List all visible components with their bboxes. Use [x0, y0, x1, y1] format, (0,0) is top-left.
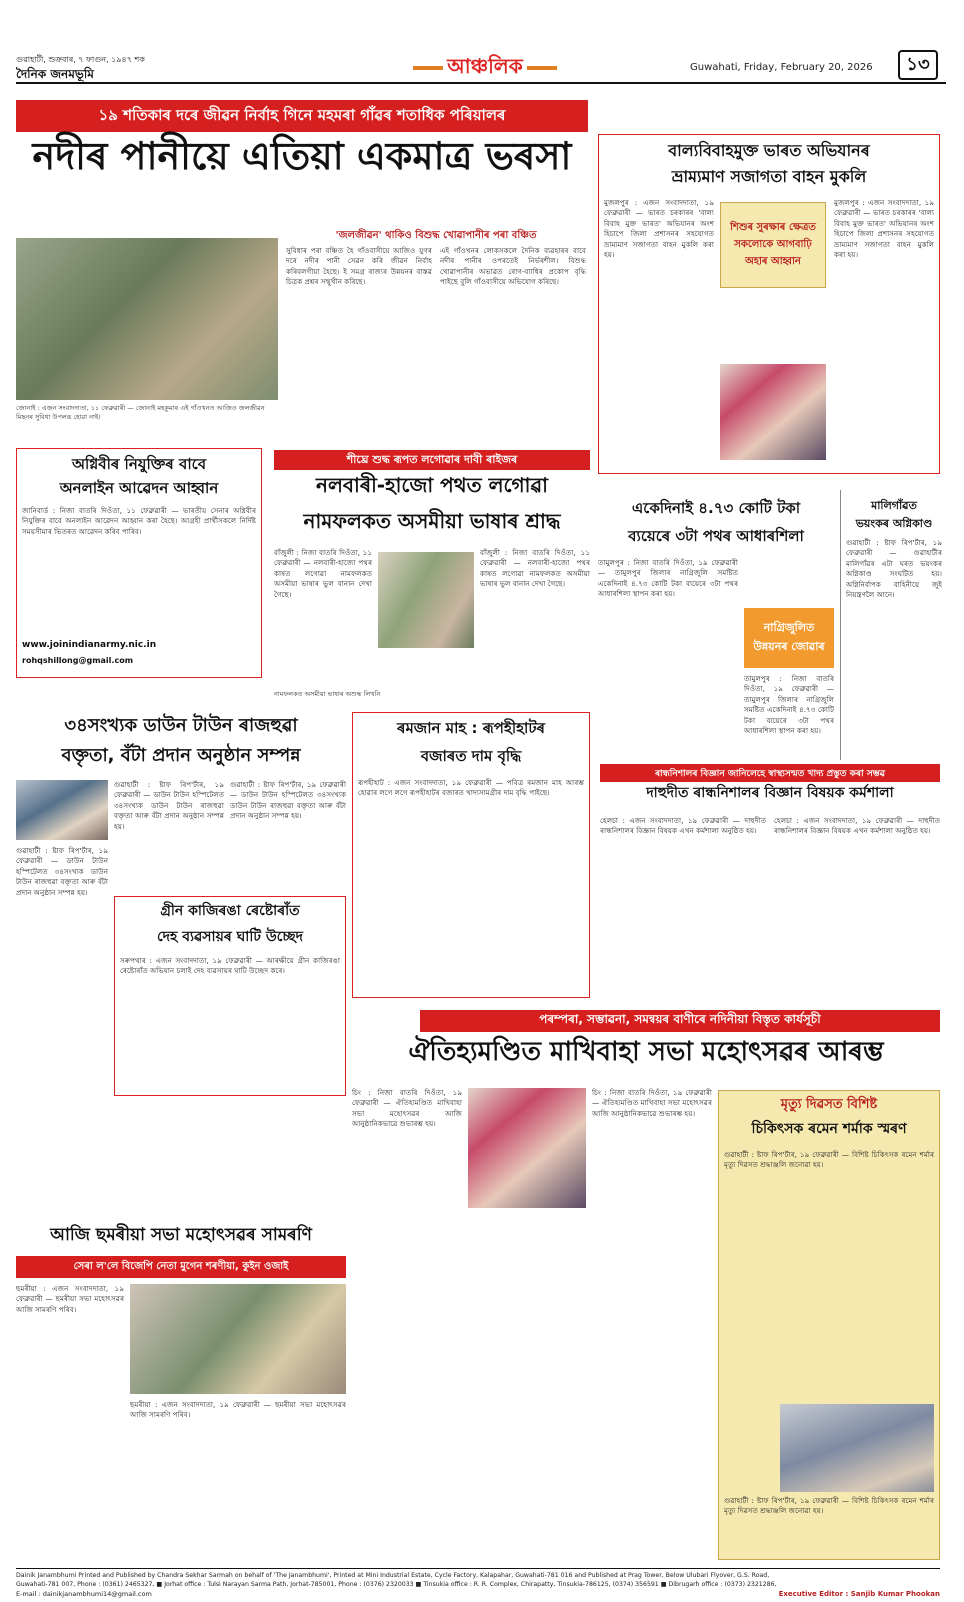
signboard-body-right: বাঁজুলী : নিজা বাতৰি দিওঁতা, ১১ ফেব্ৰুৱাৰী — নলবাৰী-হাজো পথৰ কাষত লগোৱা নামফলকত অসমীয়া ভাষাৰ ভুল বানান দেখা গৈছে।: [480, 548, 590, 589]
child-marriage-sidebar-text: শিশুৰ সুৰক্ষাৰ ক্ষেত্ৰত সকলোকে আগবাঢ়ি অহাৰ আহ্বান: [730, 221, 816, 267]
downtown-headline-2: বক্তৃতা, বঁটা প্ৰদান অনুষ্ঠান সম্পন্ন: [61, 745, 301, 766]
ramzan-body: ৰূপহীহাট : এজন সংবাদদাতা, ১৯ ফেব্ৰুৱাৰী — পবিত্ৰ ৰমজান মাহ আৰম্ভ হোৱাৰ লগে লগে ৰূপহীহাটৰ বজাৰত খাদ্যসামগ্ৰীৰ দাম বৃদ্ধি পাইছে।: [358, 778, 584, 798]
fire-body: গুৱাহাটী : ষ্টাফ ৰিপ'ৰ্টাৰ, ১৯ ফেব্ৰুৱাৰী — গুৱাহাটীৰ মালিগাঁৱৰ এটা ঘৰত ভয়ংকৰ অগ্নিকাণ্ড সংঘটিত হয়। অগ্নিনিৰ্বাপক বাহিনীয়ে জুই নিয়ন্ত্ৰণলৈ আনে।: [846, 538, 942, 600]
chhamaria-body-2: ছমৰীয়া : এজন সংবাদদাতা, ১৯ ফেব্ৰুৱাৰী — ছমৰীয়া সভা মহোৎসৱৰ আজি সামৰণি পৰিব।: [130, 1400, 346, 1420]
header-english-date: Guwahati, Friday, February 20, 2026: [690, 62, 873, 73]
lead-headline: নদীৰ পানীয়ে এতিয়া একমাত্ৰ ভৰসা: [32, 134, 572, 178]
makhibaha-kicker: পৰম্পৰা, সম্ভাৱনা, সমন্বয়ৰ বাণীৰে নদিনীয়া বিস্তৃত কাৰ্যসূচী: [420, 1010, 940, 1032]
header-rule: [16, 82, 946, 84]
lead-body-right: এই গাঁওখনৰ লোকসকলে দৈনিক ব্যৱহাৰৰ বাবে নদীৰ পানীৰ ওপৰতেই নিৰ্ভৰশীল। বিশুদ্ধ খোৱাপানীৰ অভাৱত ৰোগ-ব্যাধিৰ প্ৰকোপ বৃদ্ধি পাইছে বুলি গাঁওবাসীয়ে অভিযোগ কৰিছে।: [440, 246, 586, 287]
downtown-body-2: গুৱাহাটী : ষ্টাফ ৰিপ'ৰ্টাৰ, ১৯ ফেব্ৰুৱাৰী — ডাউন টাউন হস্পিটেলত ৩৪সংখ্যক ডাউন টাউন ৰাজহুৱা বক্তৃতা আৰু বঁটা প্ৰদান অনুষ্ঠান সম্পন্ন হয়।: [114, 780, 224, 831]
roads-sidebar-text: নাগ্ৰিজুলিত উন্নয়নৰ জোৱাৰ: [753, 621, 825, 653]
page-number: ১৩: [898, 50, 938, 80]
fire-headline-2: ভয়ংকৰ অগ্নিকাণ্ড: [855, 517, 933, 530]
lead-photo-river: [16, 238, 278, 400]
downtown-body-3: গুৱাহাটী : ষ্টাফ ৰিপ'ৰ্টাৰ, ১৯ ফেব্ৰুৱাৰী — ডাউন টাউন হস্পিটেলত ৩৪সংখ্যক ডাউন টাউন ৰাজহুৱা বক্তৃতা আৰু বঁটা প্ৰদান অনুষ্ঠান সম্পন্ন হয়।: [230, 780, 346, 821]
signboard-kicker: শীঘ্ৰে শুদ্ধ ৰূপত লগোৱাৰ দাবী ৰাইজৰ: [274, 450, 590, 470]
lead-subhead: 'জলজীৱন' থাকিও বিশুদ্ধ খোৱাপানীৰ পৰা বঞ্চিত: [335, 230, 537, 241]
roads-sidebar: [744, 608, 834, 668]
signboard-body-left: বাঁজুলী : নিজা বাতৰি দিওঁতা, ১১ ফেব্ৰুৱাৰী — নলবাৰী-হাজো পথৰ কাষত লগোৱা নামফলকত অসমীয়া ভাষাৰ ভুল বানান দেখা গৈছে।: [274, 548, 372, 599]
kitchen-body-left: হেলচা : এজন সংবাদদাতা, ১৯ ফেব্ৰুৱাৰী — দাহুদীত ৰান্ধনিশালৰ বিজ্ঞান বিষয়ক এখন কৰ্মশালা অনুষ্ঠিত হয়।: [600, 816, 766, 836]
kitchen-body-right: হেলচা : এজন সংবাদদাতা, ১৯ ফেব্ৰুৱাৰী — দাহুদীত ৰান্ধনিশালৰ বিজ্ঞান বিষয়ক এখন কৰ্মশালা অনুষ্ঠিত হয়।: [774, 816, 940, 836]
death-anniversary-photo: [780, 1404, 934, 1492]
lead-caption: জোনাই : এজন সংবাদদাতা, ১১ ফেব্ৰুৱাৰী — জোনাই মহকুমাৰ এই গাঁওখনত আজিও জলজীৱন মিছনৰ সুবিধা উপলব্ধ হোৱা নাই।: [16, 404, 265, 421]
lead-kicker: ১৯ শতিকাৰ দৰে জীৱন নিৰ্বাহ গিনে মহমৰা গাঁৱৰ শতাধিক পৰিয়ালৰ: [16, 100, 588, 132]
section-title-bar-right: [527, 66, 557, 70]
child-marriage-sidebar: [720, 202, 826, 288]
kitchen-headline: দাহুদীত ৰান্ধনিশালৰ বিজ্ঞান বিষয়ক কৰ্মশালা: [646, 785, 894, 801]
downtown-headline-1: ৩৪সংখ্যক ডাউন টাউন ৰাজহুৱা: [64, 715, 298, 736]
child-marriage-headline-1: বাল্যবিবাহমুক্ত ভাৰত অভিযানৰ: [668, 141, 870, 160]
footer-line-1: Dainik Janambhumi Printed and Published by Chandra Sekhar Sarmah on behalf of 'The Janambhumi', Printed at Mini Industrial Estate, Cycle Factory, Kalapahar, Guwahati-781 016 and Published at Prag Tower, Below Ulubari Flyover, G.S. Road,: [16, 1572, 770, 1579]
signboard-photo: [378, 552, 474, 648]
agniveer-body: জানিবাৰ্ড : নিজা বাতৰি দিওঁতা, ১১ ফেব্ৰুৱাৰী — ভাৰতীয় সেনাৰ অগ্নিবীৰ নিযুক্তিৰ বাবে অনলাইন আৱেদন আহ্বান কৰা হৈছে। আগ্ৰহী প্ৰাৰ্থীসকলে নিৰ্দিষ্ট সময়সীমাৰ ভিতৰত আৱেদন কৰিব পাৰিব।: [22, 506, 256, 536]
footer-email: E-mail : dainikjanambhumi14@gmail.com: [16, 1590, 152, 1598]
child-marriage-headline-2: ভ্ৰাম্যমাণ সজাগতা বাহন মুকলি: [671, 167, 867, 186]
agniveer-website[interactable]: www.joinindianarmy.nic.in: [22, 640, 157, 650]
death-anniversary-kicker: মৃত্যু দিৱসত বিশিষ্ট: [780, 1097, 878, 1112]
footer-editor: Executive Editor : Sanjib Kumar Phookan: [778, 1590, 940, 1598]
makhibaha-headline: ঐতিহ্যমণ্ডিত মাখিবাহা সভা মহোৎসৱৰ আৰম্ভ: [408, 1037, 884, 1067]
agniveer-headline-2: অনলাইন আৱেদন আহ্বান: [59, 479, 219, 497]
roads-body-2: তামুলপুৰ : নিজা বাতৰি দিওঁতা, ১৯ ফেব্ৰুৱাৰী — তামুলপুৰ জিলাৰ নাগ্ৰিজুলি সমষ্টিত একেদিনাই ৪.৭৩ কোটি টকা ব্যয়েৰে ৩টা পথৰ আধাৰশিলা স্থাপন কৰা হয়।: [744, 674, 834, 736]
section-title-text: আঞ্চলিক: [447, 53, 523, 78]
chhamaria-subhead: সেৰা ল'লে বিজেপি নেতা মুগেন শৰণীয়া, কুইন ওজাই: [16, 1256, 346, 1278]
ramzan-headline-2: বজাৰত দাম বৃদ্ধি: [420, 747, 522, 765]
signboard-headline-1: নলবাৰী-হাজো পথত লগোৱা: [316, 473, 548, 497]
header-date-line: গুৱাহাটী, শুক্ৰবাৰ, ৭ ফাগুন, ১৯৪৭ শক: [16, 55, 145, 64]
roads-headline-2: ব্যয়েৰে ৩টা পথৰ আধাৰশিলা: [628, 527, 804, 545]
roads-headline-1: একেদিনাই ৪.৭৩ কোটি টকা: [631, 499, 801, 517]
signboard-headline-2: নামফলকত অসমীয়া ভাষাৰ শ্ৰাদ্ধ: [303, 509, 561, 533]
child-marriage-body-2: মুজলপুৰ : এজন সংবাদদাতা, ১৯ ফেব্ৰুৱাৰী — ভাৰত চৰকাৰৰ 'বাল্য বিবাহ মুক্ত ভাৰত' অভিযানৰ অংশ হিচাপে জিলা প্ৰশাসনৰ সহযোগত ভ্ৰাম্যমাণ সজাগতা বাহন মুকলি কৰা হয়।: [834, 198, 934, 260]
chhamaria-body: ছমৰীয়া : এজন সংবাদদাতা, ১৯ ফেব্ৰুৱাৰী — ছমৰীয়া সভা মহোৎসৱৰ আজি সামৰণি পৰিব।: [16, 1284, 124, 1314]
chhamaria-photo: [130, 1284, 346, 1394]
footer-rule: [16, 1568, 940, 1569]
makhibaha-body-left: চিং : নিজা বাতৰি দিওঁতা, ১৯ ফেব্ৰুৱাৰী — ঐতিহ্যমণ্ডিত মাখিবাহা সভা মহোৎসৱৰ আজি আনুষ্ঠানিকভাৱে শুভাৰম্ভ হয়।: [352, 1088, 462, 1129]
signboard-photo-caption: নামফলকত অসমীয়া ভাষাৰ অশুদ্ধ লিখনি: [274, 690, 381, 698]
section-title: [400, 54, 570, 82]
agniveer-email[interactable]: rohqshillong@gmail.com: [22, 656, 134, 665]
downtown-photo: [16, 780, 108, 840]
fire-divider: [840, 490, 841, 760]
death-anniversary-body-2: গুৱাহাটী : ষ্টাফ ৰিপ'ৰ্টাৰ, ১৯ ফেব্ৰুৱাৰী — বিশিষ্ট চিকিৎসক ৰমেন শৰ্মাৰ মৃত্যু দিৱসত শ্ৰদ্ধাঞ্জলি জনোৱা হয়।: [724, 1496, 934, 1516]
section-title-bar-left: [413, 66, 443, 70]
ramzan-headline-1: ৰমজান মাহ : ৰূপহীহাটৰ: [397, 719, 545, 737]
roads-body: তামুলপুৰ : নিজা বাতৰি দিওঁতা, ১৯ ফেব্ৰুৱাৰী — তামুলপুৰ জিলাৰ নাগ্ৰিজুলি সমষ্টিত একেদিনাই ৪.৭৩ কোটি টকা ব্যয়েৰে ৩টা পথৰ আধাৰশিলা স্থাপন কৰা হয়।: [598, 558, 738, 599]
makhibaha-photo: [468, 1088, 586, 1208]
child-marriage-photo: [720, 364, 826, 460]
header-brand: দৈনিক জনমভূমি: [16, 67, 94, 81]
downtown-body: গুৱাহাটী : ষ্টাফ ৰিপ'ৰ্টাৰ, ১৯ ফেব্ৰুৱাৰী — ডাউন টাউন হস্পিটেলত ৩৪সংখ্যক ডাউন টাউন ৰাজহুৱা বক্তৃতা আৰু বঁটা প্ৰদান অনুষ্ঠান সম্পন্ন হয়।: [16, 846, 108, 897]
agniveer-headline-1: অগ্নিবীৰ নিযুক্তিৰ বাবে: [71, 455, 207, 473]
chhamaria-headline: আজি ছমৰীয়া সভা মহোৎসৱৰ সামৰণি: [50, 1225, 312, 1245]
kaziranga-headline-2: দেহ ব্যৱসায়ৰ ঘাটি উচ্ছেদ: [157, 929, 303, 945]
child-marriage-body: মুজলপুৰ : এজন সংবাদদাতা, ১৯ ফেব্ৰুৱাৰী — ভাৰত চৰকাৰৰ 'বাল্য বিবাহ মুক্ত ভাৰত' অভিযানৰ অংশ হিচাপে জিলা প্ৰশাসনৰ সহযোগত ভ্ৰাম্যমাণ সজাগতা বাহন মুকলি কৰা হয়।: [604, 198, 714, 260]
footer-line-2: Guwahati-781 007, Phone : (0361) 2465327, ■ Jorhat office : Tulsi Narayan Sarma Path, Jorhat-785001, Phone : (0376) 2320033 ■ Tinsukia office : R. R. Complex, Chirapatty, Tinsukia-786125, (0374) 356591 ■ Dibrugarh office : (0373) 2321286,: [16, 1581, 777, 1588]
death-anniversary-body: গুৱাহাটী : ষ্টাফ ৰিপ'ৰ্টাৰ, ১৯ ফেব্ৰুৱাৰী — বিশিষ্ট চিকিৎসক ৰমেন শৰ্মাৰ মৃত্যু দিৱসত শ্ৰদ্ধাঞ্জলি জনোৱা হয়।: [724, 1150, 934, 1170]
kaziranga-headline-1: গ্ৰীন কাজিৰঙা ৰেষ্টোৰাঁত: [160, 903, 300, 919]
fire-headline-1: মালিগাঁৱত: [871, 499, 917, 512]
makhibaha-body-right: চিং : নিজা বাতৰি দিওঁতা, ১৯ ফেব্ৰুৱাৰী — ঐতিহ্যমণ্ডিত মাখিবাহা সভা মহোৎসৱৰ আজি আনুষ্ঠানিকভাৱে শুভাৰম্ভ হয়।: [592, 1088, 712, 1118]
death-anniversary-headline: চিকিৎসক ৰমেন শৰ্মাক স্মৰণ: [751, 1121, 907, 1137]
lead-body-left: সুবিধাৰ পৰা বঞ্চিত হৈ গাঁওবাসীয়ে আজিও যুগৰ দৰে নদীৰ পানী সেৱন কৰি জীৱন নিৰ্বাহ কৰিবলগীয়া হৈছে। ই সমগ্ৰ ৰাজ্যৰ উন্নয়নৰ বাস্তৱ চিত্ৰক প্ৰশ্নৰ সন্মুখীন কৰিছে।: [286, 246, 432, 287]
kaziranga-body: সৰুপথাৰ : এজন সংবাদদাতা, ১৯ ফেব্ৰুৱাৰী — আৰক্ষীয়ে গ্ৰীন কাজিৰঙা ৰেষ্টোৰাঁত অভিযান চলাই দেহ ব্যৱসায়ৰ ঘাটি উচ্ছেদ কৰে।: [120, 956, 340, 976]
kitchen-kicker: ৰান্ধনিশালৰ বিজ্ঞান জানিলেহে স্বাস্থ্যসন্মত খাদ্য প্ৰস্তুত কৰা সম্ভৱ: [600, 764, 940, 782]
